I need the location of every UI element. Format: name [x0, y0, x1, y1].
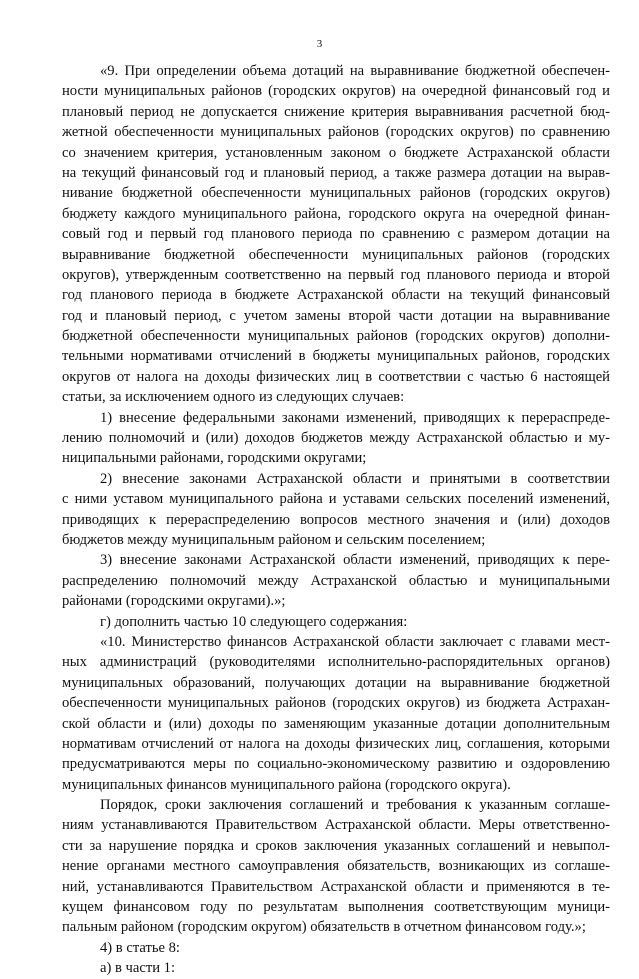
paragraph: [62, 61, 610, 408]
paragraph: [62, 632, 610, 795]
text-line: жетной обеспеченности муниципальных районов (городских округов) по сравнению: [62, 124, 610, 141]
text-line: ской области и (или) доходы по заменяющим указанные дотации дополнительным: [62, 715, 610, 732]
text-line: пальным районом (городским округом) обязательств в отчетном финансовом году.»;: [62, 919, 586, 936]
text-line: обеспеченности муниципальных районов (городских округов) из бюджета Астрахан-: [62, 695, 610, 712]
text-line: ниципальными районами, городскими округами;: [62, 450, 367, 467]
text-line: муниципальных финансов муниципального района (городского округа).: [62, 776, 511, 793]
text-line: округов), утвержденным соответственно на первый год планового периода и второй: [62, 266, 610, 283]
text-line: а) в части 1:: [100, 960, 176, 977]
text-line: районами (городскими округами).»;: [62, 593, 286, 610]
text-line: статьи, за исключением одного из следующих случаев:: [62, 389, 405, 406]
text-line: нивание бюджетной обеспеченности муниципальных районов (городских округов): [62, 185, 610, 202]
text-line: лению полномочий и (или) доходов бюджетов между Астраханской областью и му-: [62, 430, 610, 447]
text-line: приводящих к перераспределению вопросов местного значения и (или) доходов: [62, 511, 610, 528]
text-line: нормативам отчислений от налога на доходы физических лиц, соглашения, которыми: [62, 735, 610, 752]
text-line: со значением критерия, установленным законом о бюджете Астраханской области: [62, 144, 610, 161]
text-line: бюджетов между муниципальным районом и сельским поселением;: [62, 531, 486, 548]
text-line: бюджету каждого муниципального района, городского округа на очередной финан-: [62, 205, 610, 222]
paragraph: [62, 612, 610, 632]
paragraph: [62, 469, 610, 551]
paragraph: [62, 408, 610, 469]
text-line: предусматриваются меры по социально-экономическому развитию и оздоровлению: [62, 756, 610, 773]
text-line: плановый период не допускается снижение критерия выравнивания расчетной бюд-: [62, 103, 610, 120]
text-line: г) дополнить частью 10 следующего содержания:: [100, 613, 408, 630]
text-line: округов от налога на доходы физических лиц в соответствии с частью 6 настоящей: [62, 368, 610, 385]
text-line: «10. Министерство финансов Астраханской области заключает с главами мест-: [100, 633, 610, 650]
document-body: [62, 61, 610, 979]
text-line: ных администраций (руководителями исполнительно-распорядительных органов): [62, 654, 610, 671]
text-line: с ними уставом муниципального района и уставами сельских поселений изменений,: [62, 491, 610, 508]
text-line: год и плановый период, с учетом замены второй части дотации на выравнивание: [62, 307, 610, 324]
text-line: ности муниципальных районов (городских округов) на очередной финансовый год и: [62, 83, 610, 100]
text-line: выравнивание бюджетной обеспеченности муниципальных районов (городских: [62, 246, 610, 263]
paragraph: [62, 958, 610, 978]
text-line: 2) внесение законами Астраханской области и принятыми в соответствии: [100, 470, 610, 487]
text-line: на текущий финансовый год и плановый период, а также размера дотации на вырав-: [62, 164, 610, 181]
text-line: распределению полномочий между Астраханской областью и муниципальными: [62, 572, 610, 589]
text-line: сти за нарушение порядка и сроков заключения указанных соглашений и невыпол-: [62, 837, 610, 854]
text-line: совый год и первый год планового периода по сравнению с размером дотации на: [62, 226, 610, 243]
text-line: год планового периода в бюджете Астраханской области на текущий финансовый: [62, 287, 610, 304]
paragraph: [62, 938, 610, 958]
text-line: 1) внесение федеральными законами изменений, приводящих к перераспреде-: [100, 409, 610, 426]
text-line: «9. При определении объема дотаций на выравнивание бюджетной обеспечен-: [100, 63, 610, 79]
paragraph: [62, 795, 610, 938]
text-line: ниям устанавливаются Правительством Астраханской области. Меры ответственно-: [62, 817, 610, 834]
text-line: Порядок, сроки заключения соглашений и требования к указанным соглаше-: [100, 797, 610, 814]
page-number: 3: [316, 38, 323, 50]
text-line: 3) внесение законами Астраханской области изменений, приводящих к пере-: [100, 552, 610, 569]
paragraph: [62, 550, 610, 611]
text-line: 4) в статье 8:: [100, 939, 180, 956]
text-line: бюджетной обеспеченности муниципальных районов (городских округов) дополни-: [62, 328, 610, 345]
text-line: муниципальных образований, получающих дотации на выравнивание бюджетной: [62, 674, 610, 691]
text-line: кущем финансовом году по результатам выполнения соответствующим муници-: [62, 899, 610, 916]
text-line: ний, устанавливаются Правительством Астраханской области и применяются в те-: [62, 878, 610, 895]
text-line: нение органами местного самоуправления обязательств, возникающих из соглаше-: [62, 858, 610, 875]
text-line: тельными нормативами отчислений в бюджеты муниципальных районов, городских: [62, 348, 610, 365]
